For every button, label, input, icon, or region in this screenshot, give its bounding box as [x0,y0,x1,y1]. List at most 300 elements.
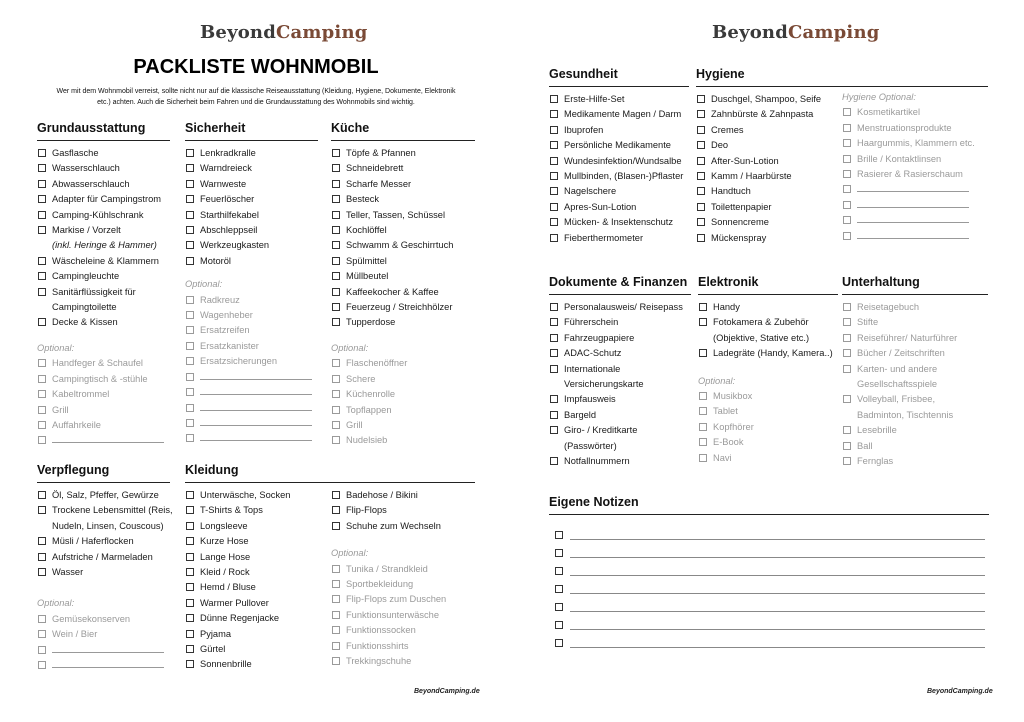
optional-item[interactable]: Auffahrkeile [37,418,170,433]
checkbox[interactable] [38,491,46,499]
optional-item[interactable]: Fernglas [842,454,988,469]
write-line[interactable] [857,230,969,239]
checkbox[interactable] [697,95,705,103]
checkbox[interactable] [186,296,194,304]
checkbox[interactable] [550,157,558,165]
checklist-item[interactable]: T-Shirts & Tops [185,503,325,518]
write-line[interactable] [52,644,164,653]
optional-item[interactable]: Funktionsunterwäsche [331,608,475,623]
checklist-item[interactable]: Abwasserschlauch [37,177,170,192]
checkbox[interactable] [550,141,558,149]
checklist-item[interactable]: Öl, Salz, Pfeffer, Gewürze [37,488,170,503]
checkbox[interactable] [550,218,558,226]
checkbox[interactable] [186,357,194,365]
checkbox[interactable] [697,234,705,242]
checkbox[interactable] [186,195,194,203]
optional-item[interactable]: E-Book [698,435,838,450]
checkbox[interactable] [38,661,46,669]
checkbox[interactable] [697,218,705,226]
checkbox[interactable] [38,359,46,367]
checklist-item[interactable]: Kaffeekocher & Kaffee [331,285,475,300]
checkbox[interactable] [550,318,558,326]
blank-item[interactable] [842,229,988,244]
checkbox[interactable] [186,506,194,514]
optional-item[interactable]: Menstruationsprodukte [842,121,988,136]
checklist-item[interactable]: Schwamm & Geschirrtuch [331,238,475,253]
checkbox[interactable] [186,373,194,381]
checkbox[interactable] [697,203,705,211]
checkbox[interactable] [843,139,851,147]
checklist-item[interactable]: ADAC-Schutz [549,346,691,361]
checkbox[interactable] [186,226,194,234]
optional-item[interactable]: Funktionsshirts [331,639,475,654]
checkbox[interactable] [186,211,194,219]
checkbox[interactable] [332,375,340,383]
optional-item[interactable]: Stifte [842,315,988,330]
checkbox[interactable] [550,365,558,373]
checkbox[interactable] [843,426,851,434]
checkbox[interactable] [550,110,558,118]
checkbox[interactable] [332,522,340,530]
checkbox[interactable] [332,318,340,326]
checkbox[interactable] [550,349,558,357]
checkbox[interactable] [332,303,340,311]
blank-item[interactable] [37,643,170,658]
checkbox[interactable] [38,553,46,561]
optional-item[interactable]: Grill [331,418,475,433]
optional-item[interactable]: Nudelsieb [331,433,475,448]
checklist-item[interactable]: Feuerlöscher [185,192,318,207]
optional-item[interactable]: Brille / Kontaktlinsen [842,152,988,167]
checklist-item[interactable]: Campingleuchte [37,269,170,284]
checkbox[interactable] [38,211,46,219]
checkbox[interactable] [332,642,340,650]
checkbox[interactable] [332,226,340,234]
checkbox[interactable] [38,149,46,157]
checkbox[interactable] [697,141,705,149]
checklist-item[interactable]: Müllbeutel [331,269,475,284]
checklist-item[interactable]: Deo [696,138,836,153]
footer-link[interactable]: BeyondCamping.de [414,688,480,695]
checkbox[interactable] [186,645,194,653]
optional-item[interactable]: Handfeger & Schaufel [37,356,170,371]
checkbox[interactable] [186,599,194,607]
checkbox[interactable] [38,226,46,234]
optional-item[interactable]: Reisetagebuch [842,300,988,315]
checklist-item[interactable]: Fieberthermometer [549,231,689,246]
checkbox[interactable] [186,404,194,412]
checkbox[interactable] [550,334,558,342]
checkbox[interactable] [699,318,707,326]
checkbox[interactable] [38,615,46,623]
optional-item[interactable]: Wagenheber [185,308,318,323]
write-line[interactable] [570,539,985,540]
write-line[interactable] [52,434,164,443]
checkbox[interactable] [38,195,46,203]
checklist-item[interactable]: Kamm / Haarbürste [696,169,836,184]
checkbox[interactable] [843,318,851,326]
checklist-item[interactable]: Pyjama [185,627,325,642]
checkbox[interactable] [843,170,851,178]
checkbox[interactable] [699,303,707,311]
checkbox[interactable] [186,553,194,561]
checkbox[interactable] [38,164,46,172]
checklist-item[interactable]: Internationale [549,362,691,377]
optional-item[interactable]: Flip-Flops zum Duschen [331,592,475,607]
checkbox[interactable] [555,621,563,629]
checklist-item[interactable]: Müsli / Haferflocken [37,534,170,549]
write-line[interactable] [857,199,969,208]
checkbox[interactable] [843,155,851,163]
checkbox[interactable] [550,303,558,311]
optional-item[interactable]: Bücher / Zeitschriften [842,346,988,361]
checkbox[interactable] [555,603,563,611]
checklist-item[interactable]: Unterwäsche, Socken [185,488,325,503]
checklist-item[interactable]: Trockene Lebensmittel (Reis, [37,503,170,518]
checklist-item[interactable]: Handy [698,300,838,315]
checklist-item[interactable]: Wäscheleine & Klammern [37,254,170,269]
optional-item[interactable]: Musikbox [698,389,838,404]
checkbox[interactable] [550,426,558,434]
checklist-item[interactable]: Markise / Vorzelt [37,223,170,238]
optional-item[interactable]: Ersatzkanister [185,339,318,354]
checklist-item[interactable]: Duschgel, Shampoo, Seife [696,92,836,107]
write-line[interactable] [857,214,969,223]
write-line[interactable] [570,647,985,648]
checklist-item[interactable]: Mücken- & Insektenschutz [549,215,689,230]
checkbox[interactable] [550,95,558,103]
write-line[interactable] [570,575,985,576]
optional-item[interactable]: Ersatzsicherungen [185,354,318,369]
blank-item[interactable] [37,658,170,673]
checkbox[interactable] [843,232,851,240]
checklist-item[interactable]: Motoröl [185,254,318,269]
checkbox[interactable] [332,241,340,249]
checkbox[interactable] [186,434,194,442]
checklist-item[interactable]: Kurze Hose [185,534,325,549]
checklist-item[interactable]: Kleid / Rock [185,565,325,580]
checklist-item[interactable]: Impfausweis [549,392,691,407]
blank-item[interactable] [185,370,318,385]
checkbox[interactable] [555,531,563,539]
checklist-item[interactable]: Gasflasche [37,146,170,161]
checkbox[interactable] [332,421,340,429]
checkbox[interactable] [186,180,194,188]
checklist-item[interactable]: Warmer Pullover [185,596,325,611]
optional-item[interactable]: Radkreuz [185,293,318,308]
checkbox[interactable] [186,583,194,591]
checkbox[interactable] [38,537,46,545]
optional-item[interactable]: Wein / Bier [37,627,170,642]
checklist-item[interactable]: Scharfe Messer [331,177,475,192]
checkbox[interactable] [550,126,558,134]
checklist-item[interactable]: Handtuch [696,184,836,199]
checkbox[interactable] [38,421,46,429]
checkbox[interactable] [697,126,705,134]
checklist-item[interactable]: Spülmittel [331,254,475,269]
checklist-item[interactable]: Lenkradkralle [185,146,318,161]
blank-item[interactable] [185,416,318,431]
optional-item[interactable]: Campingtisch & -stühle [37,372,170,387]
checklist-item[interactable]: Longsleeve [185,519,325,534]
blank-item[interactable] [842,198,988,213]
checklist-item[interactable]: Tupperdose [331,315,475,330]
write-line[interactable] [200,417,312,426]
checklist-item[interactable]: Zahnbürste & Zahnpasta [696,107,836,122]
checkbox[interactable] [332,164,340,172]
checkbox[interactable] [697,172,705,180]
checkbox[interactable] [843,365,851,373]
checkbox[interactable] [186,522,194,530]
blank-item[interactable] [37,433,170,448]
checkbox[interactable] [332,565,340,573]
checklist-item[interactable]: Wasser [37,565,170,580]
checklist-item[interactable]: Fotokamera & Zubehör [698,315,838,330]
checkbox[interactable] [843,124,851,132]
optional-item[interactable]: Trekkingschuhe [331,654,475,669]
checkbox[interactable] [332,390,340,398]
optional-item[interactable]: Tablet [698,404,838,419]
checklist-item[interactable]: Warnweste [185,177,318,192]
checklist-item[interactable]: Apres-Sun-Lotion [549,200,689,215]
checkbox[interactable] [332,211,340,219]
checkbox[interactable] [332,595,340,603]
checkbox[interactable] [332,257,340,265]
checklist-item[interactable]: Gürtel [185,642,325,657]
write-line[interactable] [857,183,969,192]
checklist-item[interactable]: Sonnencreme [696,215,836,230]
checkbox[interactable] [550,395,558,403]
checkbox[interactable] [38,390,46,398]
write-line[interactable] [200,432,312,441]
checkbox[interactable] [186,614,194,622]
checklist-item[interactable]: Schuhe zum Wechseln [331,519,475,534]
checkbox[interactable] [843,395,851,403]
checkbox[interactable] [550,411,558,419]
checkbox[interactable] [38,180,46,188]
checklist-item[interactable]: Toilettenpapier [696,200,836,215]
checkbox[interactable] [332,506,340,514]
optional-item[interactable]: Küchenrolle [331,387,475,402]
checklist-item[interactable]: Badehose / Bikini [331,488,475,503]
checkbox[interactable] [332,580,340,588]
checkbox[interactable] [332,611,340,619]
checkbox[interactable] [186,257,194,265]
checkbox[interactable] [699,392,707,400]
checkbox[interactable] [332,288,340,296]
checkbox[interactable] [332,149,340,157]
checkbox[interactable] [38,506,46,514]
checklist-item[interactable]: Mückenspray [696,231,836,246]
write-line[interactable] [200,386,312,395]
checklist-item[interactable]: Starthilfekabel [185,208,318,223]
checklist-item[interactable]: Teller, Tassen, Schüssel [331,208,475,223]
checkbox[interactable] [332,626,340,634]
write-line[interactable] [570,611,985,612]
optional-item[interactable]: Tunika / Strandkleid [331,562,475,577]
checkbox[interactable] [38,436,46,444]
checklist-item[interactable]: Ibuprofen [549,123,689,138]
checkbox[interactable] [186,342,194,350]
checklist-item[interactable]: Abschleppseil [185,223,318,238]
checklist-item[interactable]: Cremes [696,123,836,138]
write-line[interactable] [200,371,312,380]
checkbox[interactable] [186,311,194,319]
checklist-item[interactable]: Warndreieck [185,161,318,176]
checkbox[interactable] [699,454,707,462]
optional-item[interactable]: Lesebrille [842,423,988,438]
checkbox[interactable] [555,639,563,647]
optional-item[interactable]: Ersatzreifen [185,323,318,338]
checkbox[interactable] [186,660,194,668]
checkbox[interactable] [843,303,851,311]
optional-item[interactable]: Rasierer & Rasierschaum [842,167,988,182]
checkbox[interactable] [550,457,558,465]
checkbox[interactable] [38,318,46,326]
checkbox[interactable] [332,406,340,414]
checkbox[interactable] [332,491,340,499]
blank-item[interactable] [185,401,318,416]
checkbox[interactable] [186,419,194,427]
checkbox[interactable] [843,442,851,450]
checklist-item[interactable]: Sanitärflüssigkeit für [37,285,170,300]
checkbox[interactable] [697,110,705,118]
checkbox[interactable] [843,201,851,209]
checkbox[interactable] [332,436,340,444]
write-line[interactable] [570,557,985,558]
checklist-item[interactable]: After-Sun-Lotion [696,154,836,169]
checkbox[interactable] [186,537,194,545]
checkbox[interactable] [332,657,340,665]
optional-item[interactable]: Karten- und andere [842,362,988,377]
checklist-item[interactable]: Kochlöffel [331,223,475,238]
checkbox[interactable] [843,457,851,465]
optional-item[interactable]: Schere [331,372,475,387]
checkbox[interactable] [843,334,851,342]
checklist-item[interactable]: Führerschein [549,315,691,330]
checkbox[interactable] [186,149,194,157]
checkbox[interactable] [843,185,851,193]
checklist-item[interactable]: Töpfe & Pfannen [331,146,475,161]
checkbox[interactable] [186,241,194,249]
optional-item[interactable]: Ball [842,439,988,454]
checkbox[interactable] [186,630,194,638]
optional-item[interactable]: Volleyball, Frisbee, [842,392,988,407]
checkbox[interactable] [555,585,563,593]
checklist-item[interactable]: Werkzeugkasten [185,238,318,253]
checkbox[interactable] [186,164,194,172]
checkbox[interactable] [186,491,194,499]
checklist-item[interactable]: Besteck [331,192,475,207]
checklist-item[interactable]: Nagelschere [549,184,689,199]
checklist-item[interactable]: Giro- / Kreditkarte [549,423,691,438]
checkbox[interactable] [38,406,46,414]
checklist-item[interactable]: Notfallnummern [549,454,691,469]
checkbox[interactable] [699,407,707,415]
checkbox[interactable] [38,568,46,576]
checkbox[interactable] [843,349,851,357]
checkbox[interactable] [186,326,194,334]
write-line[interactable] [570,593,985,594]
checkbox[interactable] [843,108,851,116]
blank-item[interactable] [842,182,988,197]
checklist-item[interactable]: Hemd / Bluse [185,580,325,595]
checkbox[interactable] [38,272,46,280]
checklist-item[interactable]: Fahrzeugpapiere [549,331,691,346]
checkbox[interactable] [697,157,705,165]
checkbox[interactable] [697,187,705,195]
checkbox[interactable] [38,257,46,265]
checklist-item[interactable]: Lange Hose [185,550,325,565]
checkbox[interactable] [699,438,707,446]
checklist-item[interactable]: Sonnenbrille [185,657,325,672]
checklist-item[interactable]: Ladegräte (Handy, Kamera..) [698,346,838,361]
checklist-item[interactable]: Decke & Kissen [37,315,170,330]
checkbox[interactable] [843,216,851,224]
checkbox[interactable] [550,234,558,242]
optional-item[interactable]: Grill [37,403,170,418]
write-line[interactable] [200,402,312,411]
checkbox[interactable] [186,388,194,396]
write-line[interactable] [570,629,985,630]
checklist-item[interactable]: Schneidebrett [331,161,475,176]
checkbox[interactable] [555,549,563,557]
write-line[interactable] [52,659,164,668]
checklist-item[interactable]: Mullbinden, (Blasen-)Pflaster [549,169,689,184]
optional-item[interactable]: Topflappen [331,403,475,418]
checkbox[interactable] [699,349,707,357]
checklist-item[interactable]: Adapter für Campingstrom [37,192,170,207]
checklist-item[interactable]: Wundesinfektion/Wundsalbe [549,154,689,169]
optional-item[interactable]: Reiseführer/ Naturführer [842,331,988,346]
optional-item[interactable]: Sportbekleidung [331,577,475,592]
checklist-item[interactable]: Flip-Flops [331,503,475,518]
checkbox[interactable] [38,288,46,296]
checkbox[interactable] [550,187,558,195]
checkbox[interactable] [332,180,340,188]
optional-item[interactable]: Navi [698,451,838,466]
checkbox[interactable] [38,646,46,654]
footer-link[interactable]: BeyondCamping.de [927,688,993,695]
checklist-item[interactable]: Wasserschlauch [37,161,170,176]
checklist-item[interactable]: Camping-Kühlschrank [37,208,170,223]
checkbox[interactable] [332,359,340,367]
checklist-item[interactable]: Feuerzeug / Streichhölzer [331,300,475,315]
checklist-item[interactable]: Personalausweis/ Reisepass [549,300,691,315]
checkbox[interactable] [186,568,194,576]
checklist-item[interactable]: Dünne Regenjacke [185,611,325,626]
optional-item[interactable]: Haargummis, Klammern etc. [842,136,988,151]
checklist-item[interactable]: Persönliche Medikamente [549,138,689,153]
checklist-item[interactable]: Erste-Hilfe-Set [549,92,689,107]
optional-item[interactable]: Gemüsekonserven [37,612,170,627]
checkbox[interactable] [38,375,46,383]
checkbox[interactable] [38,630,46,638]
checkbox[interactable] [699,423,707,431]
checkbox[interactable] [550,203,558,211]
checkbox[interactable] [550,172,558,180]
checkbox[interactable] [332,272,340,280]
optional-item[interactable]: Funktionssocken [331,623,475,638]
optional-item[interactable]: Kosmetikartikel [842,105,988,120]
optional-item[interactable]: Flaschenöffner [331,356,475,371]
optional-item[interactable]: Kabeltrommel [37,387,170,402]
checklist-item[interactable]: Medikamente Magen / Darm [549,107,689,122]
blank-item[interactable] [185,385,318,400]
checkbox[interactable] [555,567,563,575]
blank-item[interactable] [842,213,988,228]
checklist-item[interactable]: Bargeld [549,408,691,423]
